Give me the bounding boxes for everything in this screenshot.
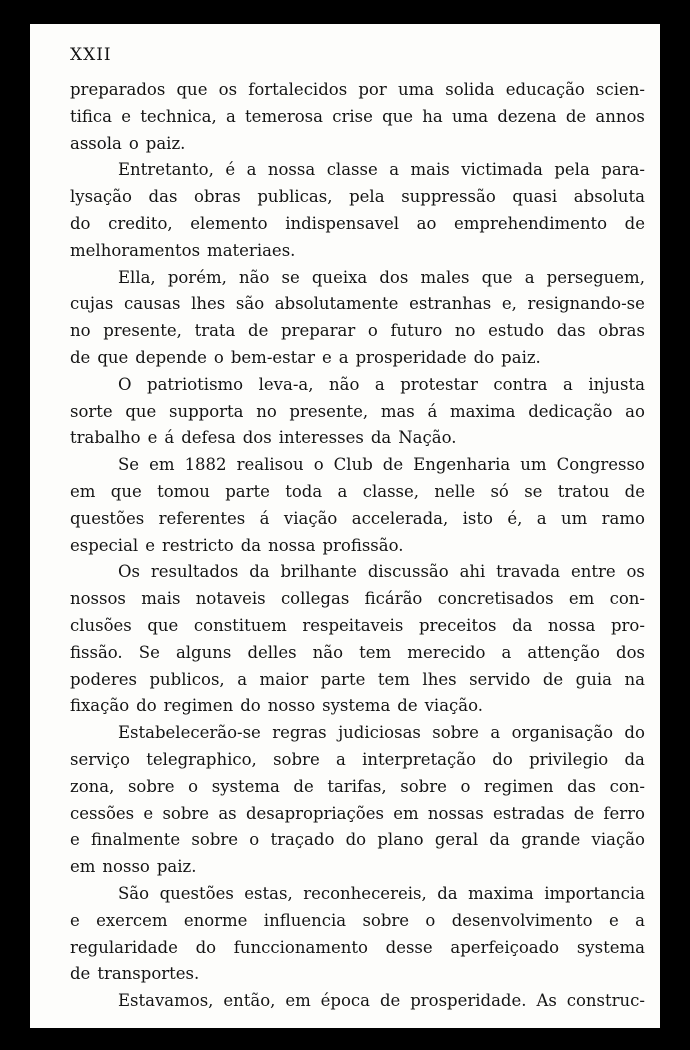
text-line: melhoramentos materiaes. [70,240,296,260]
text-line: Ella, porém, não se queixa dos males que a perseguem, [118,267,645,287]
text-line: e finalmente sobre o traçado do plano geral da grande viação [70,830,645,850]
text-line: cessões e sobre as desapropriações em nossas estradas de ferro [70,803,645,823]
text-line: especial e restricto da nossa profissão. [70,535,404,555]
text-line: nossos mais notaveis collegas ficárão concretisados em con- [70,589,645,609]
text-line: Estabelecerão-se regras judiciosas sobre a organisação do [118,723,645,743]
text-line: e exercem enorme influencia sobre o desenvolvimento e a [70,910,645,930]
text-line: questões referentes á viação accelerada, isto é, a um ramo [70,508,645,528]
body-text [70,77,645,1015]
text-line: Se em 1882 realisou o Club de Engenharia um Congresso [118,455,645,475]
page-text [70,42,645,1015]
text-line: clusões que constituem respeitaveis preceitos da nossa pro- [70,615,645,635]
text-line: serviço telegraphico, sobre a interpretação do privilegio da [70,749,645,769]
text-line: cujas causas lhes são absolutamente estranhas e, resignando-se [70,294,645,314]
text-line: fixação do regimen do nosso systema de viação. [70,696,484,716]
text-line: do credito, elemento indispensavel ao emprehendimento de [70,213,645,233]
text-line: no presente, trata de preparar o futuro no estudo das obras [70,321,645,341]
text-line: em que tomou parte toda a classe, nelle só se tratou de [70,481,645,501]
text-line: zona, sobre o systema de tarifas, sobre o regimen das con- [70,776,645,796]
text-line: tifica e technica, a temerosa crise que ha uma dezena de annos [70,106,645,126]
text-line: trabalho e á defesa dos interesses da Nação. [70,428,457,448]
text-line: Entretanto, é a nossa classe a mais victimada pela para- [118,160,645,180]
page-number: XXII [70,45,112,65]
book-page [30,24,660,1028]
text-line: lysação das obras publicas, pela suppressão quasi absoluta [70,187,645,207]
text-line: em nosso paiz. [70,857,197,877]
text-line: Estavamos, então, em época de prosperidade. As construc- [118,991,645,1011]
text-line: assola o paiz. [70,133,186,153]
text-line: poderes publicos, a maior parte tem lhes servido de guia na [70,669,645,689]
text-line: São questões estas, reconhecereis, da maxima importancia [118,883,645,903]
text-line: de que depende o bem-estar e a prosperidade do paiz. [70,347,541,367]
text-line: regularidade do funccionamento desse aperfeiçoado systema [70,937,645,957]
text-line: sorte que supporta no presente, mas á maxima dedicação ao [70,401,645,421]
text-line: de transportes. [70,964,200,984]
text-line: O patriotismo leva-a, não a protestar contra a injusta [118,374,645,394]
text-line: preparados que os fortalecidos por uma solida educação scien- [70,80,645,99]
text-line: fissão. Se alguns delles não tem merecido a attenção dos [70,642,645,662]
text-line: Os resultados da brilhante discussão ahi travada entre os [118,562,645,582]
